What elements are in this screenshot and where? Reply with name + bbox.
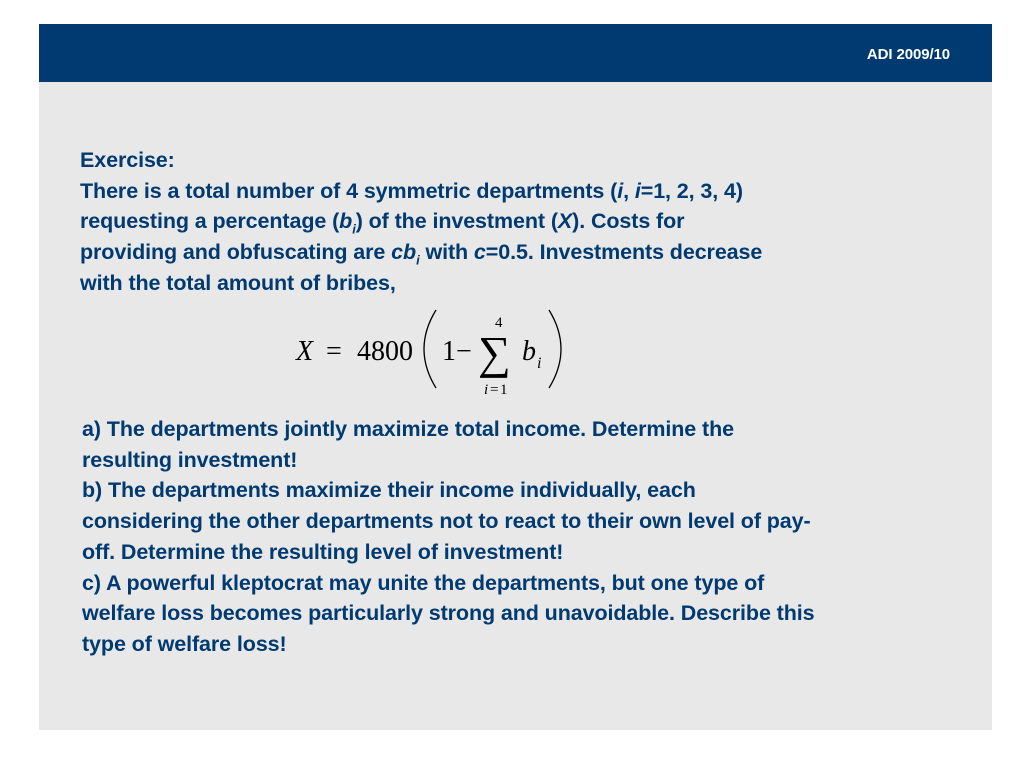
exercise-line-3: requesting a percentage $(b_i)$ of the investment (X). Costs for [80,209,685,237]
sum-symbol: ∑ [478,327,511,378]
exercise-title: Exercise: [80,148,175,172]
slide [39,24,992,730]
sum-lower-index: i [484,382,489,396]
question-a-line-2: resulting investment! [82,447,298,472]
exercise-line-2: There is a total number of 4 symmetric departments (i, i=1, 2, 3, 4) [80,178,743,203]
formula-one: 1 [442,336,456,367]
exercise-text [80,145,960,299]
sum-lower-equals: = [490,382,499,396]
formula-minus: − [456,336,472,367]
investment-formula [294,302,574,396]
question-a-line-1: a) The departments jointly maximize total income. Determine the [82,417,734,441]
left-paren [424,310,436,388]
formula-coefficient: 4800 [357,336,413,367]
question-b-line-1: b) The departments maximize their income individually, each [82,478,696,503]
question-b-line-2: considering the other departments not to react to their own level of pay- [82,509,811,534]
sum-upper-limit: 4 [495,315,503,331]
header-bar [39,24,992,82]
formula-x: X [296,336,314,367]
formula-equals: = [326,336,342,367]
exercise-line-5: with the total amount of bribes, [80,270,396,295]
right-paren [549,310,561,388]
formula-b: b [522,336,536,367]
course-label: ADI 2009/10 [866,46,950,63]
question-c-line-2: welfare loss becomes particularly strong and unavoidable. Describe this [82,601,815,626]
exercise-line-4: providing and obfuscating are $cb_i$ with c=0.5. Investments decrease [80,240,763,268]
question-c-line-1: c) A powerful kleptocrat may unite the departments, but one type of [82,570,765,595]
sum-lower-start: 1 [500,382,508,396]
formula-b-subscript: i [537,355,542,372]
question-c-line-3: type of welfare loss! [82,631,287,656]
question-b-line-3: off. Determine the resulting level of investment! [82,539,564,564]
questions [82,414,982,660]
